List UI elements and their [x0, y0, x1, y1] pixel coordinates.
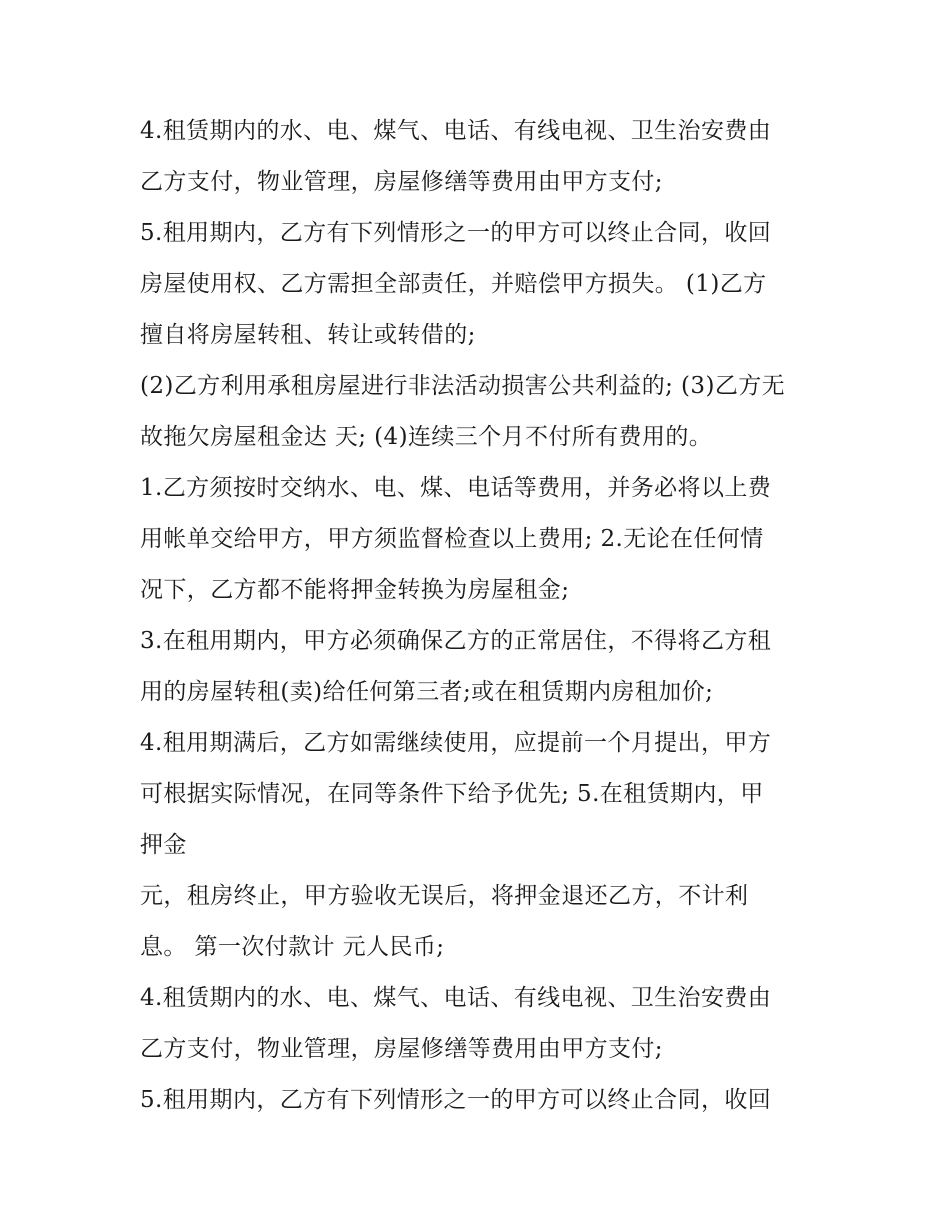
document-body	[140, 106, 810, 1126]
text-line-10: 况下，乙方都不能将押金转换为房屋租金;	[140, 577, 570, 603]
text-line-12: 用的房屋转租(卖)给任何第三者;或在租赁期内房租加价;	[140, 679, 714, 705]
text-line-15: 押金	[140, 832, 187, 858]
text-line-14: 可根据实际情况，在同等条件下给予优先; 5.在租赁期内，甲	[140, 781, 764, 807]
text-line-6: (2)乙方利用承租房屋进行非法活动损害公共利益的; (3)乙方无	[140, 373, 786, 399]
text-line-2: 乙方支付，物业管理，房屋修缮等费用由甲方支付;	[140, 169, 663, 195]
text-line-16: 元，租房终止，甲方验收无误后，将押金退还乙方，不计利	[140, 883, 749, 909]
text-line-13: 4.租用期满后，乙方如需继续使用，应提前一个月提出，甲方	[140, 730, 772, 756]
text-line-5: 擅自将房屋转租、转让或转借的;	[140, 322, 476, 348]
text-line-8: 1.乙方须按时交纳水、电、煤、电话等费用，并务必将以上费	[140, 475, 772, 501]
text-line-18: 4.租赁期内的水、电、煤气、电话、有线电视、卫生治安费由	[140, 985, 772, 1011]
text-line-9: 用帐单交给甲方，甲方须监督检查以上费用; 2.无论在任何情	[140, 526, 764, 552]
text-line-1: 4.租赁期内的水、电、煤气、电话、有线电视、卫生治安费由	[140, 118, 772, 144]
text-line-7: 故拖欠房屋租金达 天; (4)连续三个月不付所有费用的。	[140, 424, 713, 450]
text-line-11: 3.在租用期内，甲方必须确保乙方的正常居住，不得将乙方租	[140, 628, 772, 654]
text-line-19: 乙方支付，物业管理，房屋修缮等费用由甲方支付;	[140, 1036, 663, 1062]
text-line-20: 5.租用期内，乙方有下列情形之一的甲方可以终止合同，收回	[140, 1087, 772, 1113]
text-line-17: 息。 第一次付款计 元人民币;	[140, 934, 445, 960]
text-line-4: 房屋使用权、乙方需担全部责任，并赔偿甲方损失。 (1)乙方	[140, 271, 767, 297]
text-line-3: 5.租用期内，乙方有下列情形之一的甲方可以终止合同，收回	[140, 220, 772, 246]
